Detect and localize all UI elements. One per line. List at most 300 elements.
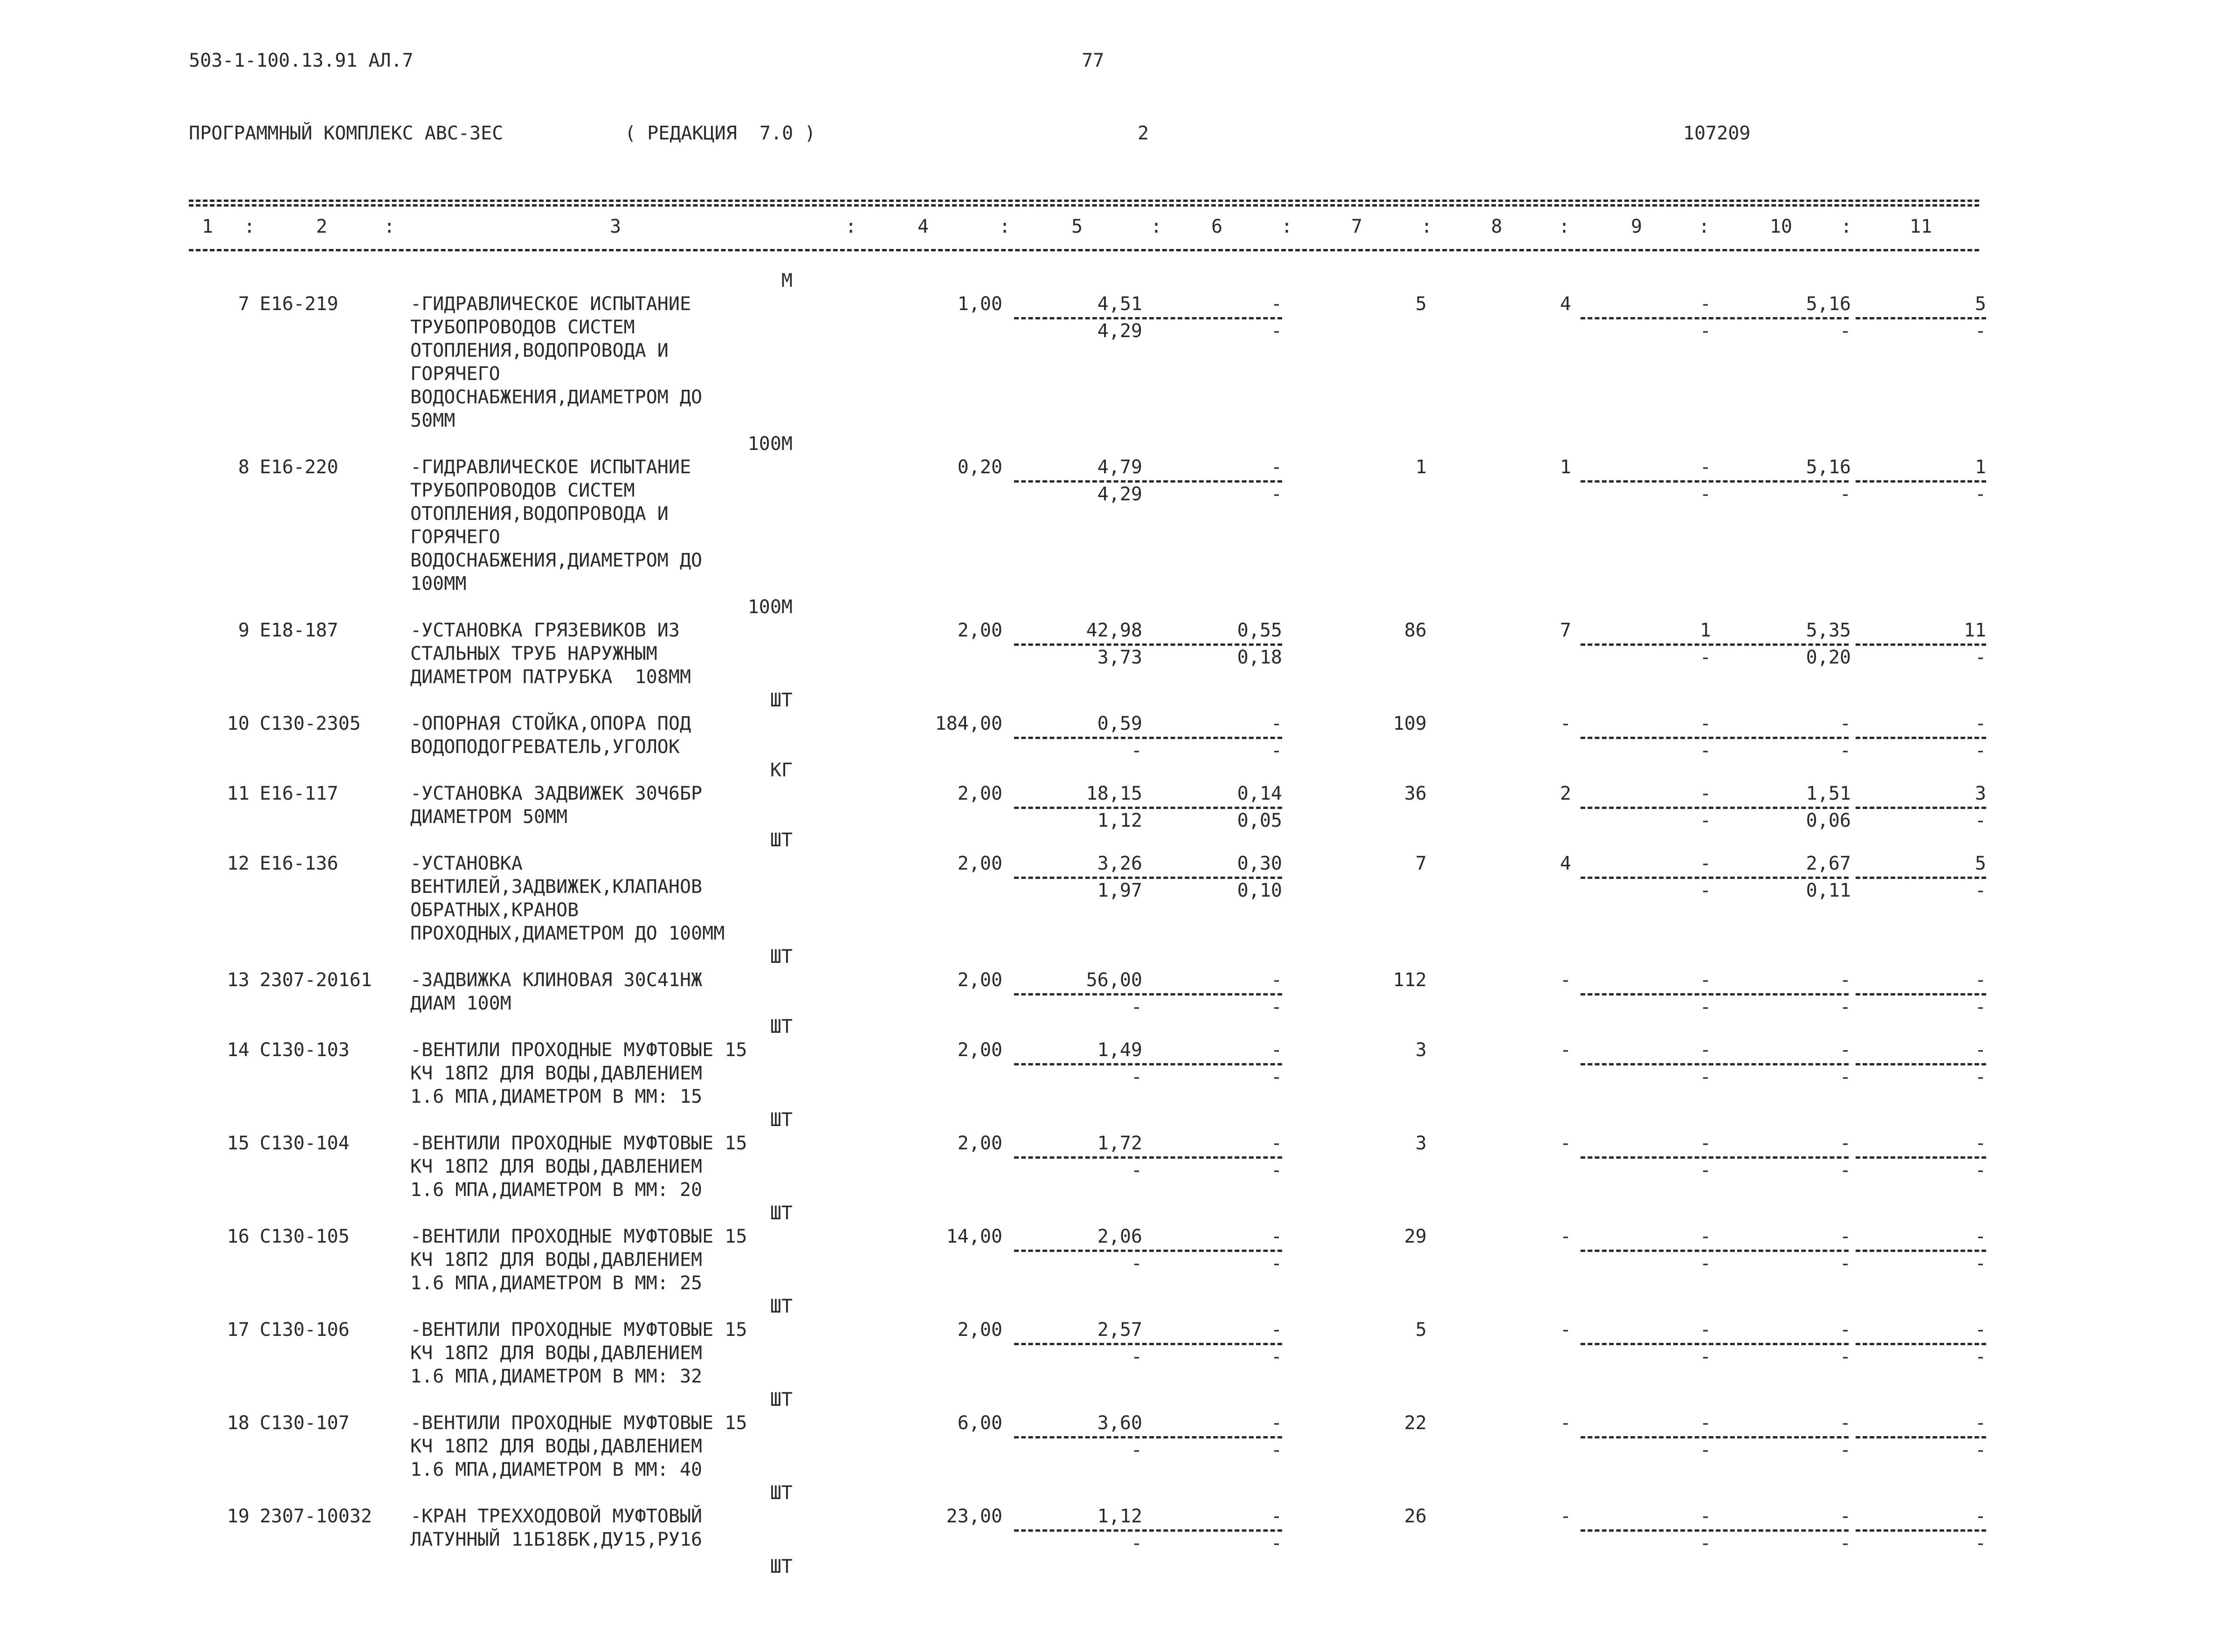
work-description: -ЗАДВИЖКА КЛИНОВАЯ 30С41НЖ: [410, 969, 703, 991]
work-description: ТРУБОПРОВОДОВ СИСТЕМ: [410, 317, 635, 338]
value-c9: 1: [1699, 620, 1711, 641]
value-underline: [1014, 1156, 1154, 1159]
work-description: ВОДОПОДОГРЕВАТЕЛЬ,УГОЛОК: [410, 736, 680, 758]
row-number: 16: [227, 1226, 249, 1247]
column-header-2: 2: [316, 216, 328, 237]
value-underline: [1581, 807, 1706, 809]
value-c11b: -: [1975, 1160, 1986, 1181]
value-c7: 36: [1404, 783, 1427, 804]
value-c10b: -: [1839, 1066, 1851, 1088]
work-description: 1.6 МПА,ДИАМЕТРОМ В ММ: 15: [410, 1086, 703, 1107]
work-description: ДИАМЕТРОМ ПАТРУБКА 108ММ: [410, 666, 691, 688]
value-underline: [1709, 643, 1849, 646]
value-c6: 0,30: [1237, 853, 1282, 874]
value-c4: 0,20: [957, 456, 1002, 478]
row-number: 15: [227, 1133, 249, 1154]
resource-code: 2307-10032: [260, 1506, 372, 1527]
value-underline: [1156, 1436, 1282, 1438]
value-underline: [1581, 1063, 1706, 1065]
value-c11b: -: [1975, 1253, 1986, 1274]
value-c5b: -: [1131, 996, 1142, 1018]
value-underline: [1709, 1063, 1849, 1065]
value-c6: -: [1270, 1506, 1282, 1527]
value-c11: -: [1975, 1412, 1986, 1434]
value-c5: 1,72: [1097, 1133, 1142, 1154]
value-c11b: -: [1975, 740, 1986, 761]
value-c11b: -: [1975, 1533, 1986, 1554]
value-c11: -: [1975, 1039, 1986, 1061]
value-c10: -: [1839, 1412, 1851, 1434]
value-c4: 184,00: [935, 713, 1002, 734]
work-description: ВЕНТИЛЕЙ,ЗАДВИЖЕК,КЛАПАНОВ: [410, 876, 703, 898]
value-c5: 3,60: [1097, 1412, 1142, 1434]
value-underline: [1709, 737, 1849, 739]
resource-code: Е16-219: [260, 293, 338, 315]
value-c4: 2,00: [957, 1319, 1002, 1341]
work-description: СТАЛЬНЫХ ТРУБ НАРУЖНЫМ: [410, 643, 657, 664]
value-underline: [1709, 1529, 1849, 1532]
value-underline: [1709, 1250, 1849, 1252]
value-c6b: -: [1270, 1160, 1282, 1181]
value-c11: 5: [1975, 853, 1986, 874]
value-underline: [1856, 1436, 1986, 1438]
work-description: -УСТАНОВКА ЗАДВИЖЕК 30Ч6БР: [410, 783, 703, 804]
resource-code: Е18-187: [260, 620, 338, 641]
value-underline: [1014, 877, 1154, 879]
value-c9: -: [1699, 1319, 1711, 1341]
value-underline: [1014, 1529, 1154, 1532]
value-underline: [1156, 1156, 1282, 1159]
value-underline: [1581, 1250, 1706, 1252]
unit-label: ШТ: [770, 1556, 793, 1577]
value-c10b: -: [1839, 1346, 1851, 1368]
work-description: 100ММ: [410, 573, 467, 594]
value-underline: [1156, 807, 1282, 809]
value-underline: [1156, 480, 1282, 483]
work-description: КЧ 18П2 ДЛЯ ВОДЫ,ДАВЛЕНИЕМ: [410, 1436, 703, 1457]
resource-code: С130-2305: [260, 713, 361, 734]
work-description: 1.6 МПА,ДИАМЕТРОМ В ММ: 40: [410, 1459, 703, 1480]
value-underline: [1856, 807, 1986, 809]
resource-code: С130-103: [260, 1039, 350, 1061]
value-c5b: -: [1131, 1066, 1142, 1088]
value-c10: 1,51: [1806, 783, 1851, 804]
value-c11b: -: [1975, 996, 1986, 1018]
value-underline: [1856, 1343, 1986, 1345]
value-c9b: -: [1699, 484, 1711, 505]
work-description: -ГИДРАВЛИЧЕСКОЕ ИСПЫТАНИЕ: [410, 293, 691, 315]
program-title: ПРОГРАММНЫЙ КОМПЛЕКС АВС-3ЕС: [189, 123, 504, 144]
value-c6: -: [1270, 713, 1282, 734]
unit-label: ШТ: [770, 1296, 793, 1317]
value-c5b: -: [1131, 1253, 1142, 1274]
column-separator: :: [1840, 216, 1852, 237]
column-separator: :: [243, 216, 255, 237]
value-underline: [1856, 317, 1986, 319]
resource-code: 2307-20161: [260, 969, 372, 991]
value-c5: 0,59: [1097, 713, 1142, 734]
value-c5: 42,98: [1086, 620, 1142, 641]
row-number: 18: [227, 1412, 249, 1434]
column-header-6: 6: [1211, 216, 1223, 237]
value-c11b: -: [1975, 484, 1986, 505]
value-c9: -: [1699, 1226, 1711, 1247]
column-separator: :: [1281, 216, 1293, 237]
value-c8: 1: [1560, 456, 1571, 478]
work-description: ОБРАТНЫХ,КРАНОВ: [410, 899, 579, 921]
unit-label: КГ: [770, 760, 793, 781]
unit-label: 100М: [747, 433, 793, 455]
value-c6b: -: [1270, 484, 1282, 505]
row-number: 12: [227, 853, 249, 874]
value-c9: -: [1699, 1039, 1711, 1061]
value-underline: [1014, 480, 1154, 483]
value-c9: -: [1699, 783, 1711, 804]
work-description: КЧ 18П2 ДЛЯ ВОДЫ,ДАВЛЕНИЕМ: [410, 1063, 703, 1084]
work-description: -УСТАНОВКА: [410, 853, 523, 874]
column-header-9: 9: [1630, 216, 1643, 237]
value-c11: -: [1975, 1506, 1986, 1527]
work-description: -ГИДРАВЛИЧЕСКОЕ ИСПЫТАНИЕ: [410, 456, 691, 478]
unit-label: ШТ: [770, 829, 793, 851]
work-description: ГОРЯЧЕГО: [410, 363, 500, 385]
value-c10b: 0,06: [1806, 810, 1851, 831]
work-description: -ВЕНТИЛИ ПРОХОДНЫЕ МУФТОВЫЕ 15: [410, 1039, 747, 1061]
value-c4: 2,00: [957, 620, 1002, 641]
unit-label: ШТ: [770, 690, 793, 711]
value-c6b: 0,18: [1237, 647, 1282, 668]
value-c5: 1,49: [1097, 1039, 1142, 1061]
value-underline: [1856, 1156, 1986, 1159]
value-underline: [1581, 317, 1706, 319]
value-c4: 1,00: [957, 293, 1002, 315]
value-c9b: -: [1699, 996, 1711, 1018]
work-description: ДИАМ 100М: [410, 993, 511, 1014]
work-description: ОТОПЛЕНИЯ,ВОДОПРОВОДА И: [410, 503, 669, 525]
value-c5: 1,12: [1097, 1506, 1142, 1527]
value-underline: [1014, 807, 1154, 809]
value-underline: [1014, 737, 1154, 739]
column-separator: :: [999, 216, 1011, 237]
row-number: 10: [227, 713, 249, 734]
column-header-4: 4: [917, 216, 929, 237]
value-underline: [1156, 877, 1282, 879]
value-c8: 4: [1560, 853, 1571, 874]
value-c6b: -: [1270, 740, 1282, 761]
work-description: ЛАТУННЫЙ 11Б18БК,ДУ15,РУ16: [410, 1529, 703, 1550]
value-underline: [1856, 1063, 1986, 1065]
value-c6b: -: [1270, 1066, 1282, 1088]
value-c4: 23,00: [946, 1506, 1002, 1527]
value-c8: -: [1560, 713, 1571, 734]
value-c9: -: [1699, 969, 1711, 991]
value-c5: 18,15: [1086, 783, 1142, 804]
value-underline: [1581, 1436, 1706, 1438]
value-c6: -: [1270, 1226, 1282, 1247]
value-c9: -: [1699, 293, 1711, 315]
value-c11: 1: [1975, 456, 1986, 478]
column-separator: :: [1421, 216, 1433, 237]
value-c5b: 1,12: [1097, 810, 1142, 831]
column-header-1: 1: [201, 216, 214, 237]
value-c9: -: [1699, 1506, 1711, 1527]
value-c9: -: [1699, 456, 1711, 478]
value-c7: 3: [1415, 1133, 1427, 1154]
column-header-7: 7: [1351, 216, 1363, 237]
resource-code: Е16-220: [260, 456, 338, 478]
value-underline: [1581, 643, 1706, 646]
work-description: ОТОПЛЕНИЯ,ВОДОПРОВОДА И: [410, 340, 669, 361]
unit-label: 100М: [747, 596, 793, 618]
value-c6: -: [1270, 1133, 1282, 1154]
work-description: КЧ 18П2 ДЛЯ ВОДЫ,ДАВЛЕНИЕМ: [410, 1342, 703, 1364]
value-c4: 2,00: [957, 853, 1002, 874]
value-c5: 4,51: [1097, 293, 1142, 315]
value-c6b: -: [1270, 996, 1282, 1018]
row-number: 14: [227, 1039, 249, 1061]
value-c5: 56,00: [1086, 969, 1142, 991]
value-c10: -: [1839, 1319, 1851, 1341]
column-header-3: 3: [609, 216, 621, 237]
value-underline: [1014, 1343, 1154, 1345]
value-c5b: 1,97: [1097, 880, 1142, 901]
resource-code: С130-107: [260, 1412, 350, 1434]
work-description: ТРУБОПРОВОДОВ СИСТЕМ: [410, 480, 635, 501]
column-header-11: 11: [1909, 216, 1933, 237]
value-underline: [1709, 1156, 1849, 1159]
value-underline: [1014, 1250, 1154, 1252]
value-c10b: -: [1839, 1439, 1851, 1461]
value-c9: -: [1699, 853, 1711, 874]
value-c10: -: [1839, 1039, 1851, 1061]
value-c8: -: [1560, 1319, 1571, 1341]
value-c11: -: [1975, 1133, 1986, 1154]
row-number: 11: [227, 783, 249, 804]
value-c11: 11: [1963, 620, 1986, 641]
value-c4: 2,00: [957, 1039, 1002, 1061]
column-header-10: 10: [1769, 216, 1793, 237]
value-c4: 2,00: [957, 1133, 1002, 1154]
value-c8: -: [1560, 1133, 1571, 1154]
value-c9b: -: [1699, 810, 1711, 831]
value-c11b: -: [1975, 647, 1986, 668]
value-underline: [1014, 1063, 1154, 1065]
value-c5: 4,79: [1097, 456, 1142, 478]
value-underline: [1581, 1343, 1706, 1345]
column-separator: :: [1698, 216, 1710, 237]
value-underline: [1581, 877, 1706, 879]
value-c9: -: [1699, 1133, 1711, 1154]
value-c10b: -: [1839, 1533, 1851, 1554]
row-number: 8: [238, 456, 249, 478]
unit-label: ШТ: [770, 1109, 793, 1131]
value-c9b: -: [1699, 1533, 1711, 1554]
value-c9b: -: [1699, 1253, 1711, 1274]
value-c10b: -: [1839, 1253, 1851, 1274]
unit-label: ШТ: [770, 1016, 793, 1037]
row-number: 13: [227, 969, 249, 991]
value-c11: 5: [1975, 293, 1986, 315]
value-c9b: -: [1699, 1160, 1711, 1181]
work-description: ПРОХОДНЫХ,ДИАМЕТРОМ ДО 100ММ: [410, 923, 725, 944]
value-underline: [1581, 737, 1706, 739]
work-description: ГОРЯЧЕГО: [410, 526, 500, 548]
value-c6: -: [1270, 293, 1282, 315]
value-c8: 7: [1560, 620, 1571, 641]
work-description: ДИАМЕТРОМ 50ММ: [410, 806, 568, 828]
work-description: -ВЕНТИЛИ ПРОХОДНЫЕ МУФТОВЫЕ 15: [410, 1226, 747, 1247]
value-c9b: -: [1699, 647, 1711, 668]
value-c4: 2,00: [957, 969, 1002, 991]
value-c10b: -: [1839, 996, 1851, 1018]
column-separator: :: [383, 216, 395, 237]
value-c7: 3: [1415, 1039, 1427, 1061]
resource-code: С130-104: [260, 1133, 350, 1154]
work-description: КЧ 18П2 ДЛЯ ВОДЫ,ДАВЛЕНИЕМ: [410, 1156, 703, 1177]
value-underline: [1581, 993, 1706, 995]
value-c9: -: [1699, 1412, 1711, 1434]
value-c6: 0,14: [1237, 783, 1282, 804]
work-description: 1.6 МПА,ДИАМЕТРОМ В ММ: 32: [410, 1366, 703, 1387]
work-description: -КРАН ТРЕХХОДОВОЙ МУФТОВЫЙ: [410, 1506, 703, 1527]
value-c5b: 4,29: [1097, 320, 1142, 342]
value-c11b: -: [1975, 810, 1986, 831]
value-underline: [1856, 877, 1986, 879]
unit-label: ШТ: [770, 1203, 793, 1224]
header-top-rule-2: [189, 204, 1979, 207]
value-c10: 5,16: [1806, 293, 1851, 315]
value-c9b: -: [1699, 320, 1711, 342]
value-c10: -: [1839, 969, 1851, 991]
edition-label: ( РЕДАКЦИЯ 7.0 ): [625, 123, 816, 144]
doc-reference: 503-1-100.13.91 АЛ.7: [189, 50, 414, 71]
value-c8: -: [1560, 1412, 1571, 1434]
value-underline: [1014, 643, 1154, 646]
column-header-8: 8: [1491, 216, 1503, 237]
value-c11b: -: [1975, 880, 1986, 901]
value-c10: 5,35: [1806, 620, 1851, 641]
column-separator: :: [1558, 216, 1570, 237]
value-c6b: -: [1270, 1346, 1282, 1368]
value-underline: [1856, 1529, 1986, 1532]
value-c6b: -: [1270, 320, 1282, 342]
value-underline: [1581, 480, 1706, 483]
value-c6: -: [1270, 1412, 1282, 1434]
value-c6: -: [1270, 1039, 1282, 1061]
value-underline: [1014, 317, 1154, 319]
unit-label: ШТ: [770, 1482, 793, 1504]
value-underline: [1156, 1529, 1282, 1532]
value-c6b: -: [1270, 1253, 1282, 1274]
value-c7: 109: [1393, 713, 1427, 734]
resource-code: Е16-117: [260, 783, 338, 804]
value-c11b: -: [1975, 320, 1986, 342]
value-c6b: 0,10: [1237, 880, 1282, 901]
value-underline: [1856, 737, 1986, 739]
value-c5b: -: [1131, 1439, 1142, 1461]
value-underline: [1709, 1436, 1849, 1438]
row-number: 7: [238, 293, 249, 315]
column-separator: :: [845, 216, 857, 237]
work-description: 50ММ: [410, 410, 456, 431]
value-c9b: -: [1699, 880, 1711, 901]
value-c10: 5,16: [1806, 456, 1851, 478]
value-c9b: -: [1699, 740, 1711, 761]
value-c6b: 0,05: [1237, 810, 1282, 831]
value-c7: 26: [1404, 1506, 1427, 1527]
value-c5: 2,57: [1097, 1319, 1142, 1341]
value-c6: -: [1270, 1319, 1282, 1341]
value-underline: [1014, 993, 1154, 995]
value-c11: -: [1975, 1319, 1986, 1341]
value-c8: -: [1560, 1506, 1571, 1527]
value-underline: [1709, 807, 1849, 809]
value-c7: 7: [1415, 853, 1427, 874]
value-c10b: -: [1839, 320, 1851, 342]
value-c7: 5: [1415, 1319, 1427, 1341]
value-c10: -: [1839, 1506, 1851, 1527]
value-c8: 4: [1560, 293, 1571, 315]
value-underline: [1709, 317, 1849, 319]
value-c5b: 4,29: [1097, 484, 1142, 505]
value-c10: -: [1839, 713, 1851, 734]
value-c8: 2: [1560, 783, 1571, 804]
value-underline: [1014, 1436, 1154, 1438]
value-c9b: -: [1699, 1346, 1711, 1368]
work-description: КЧ 18П2 ДЛЯ ВОДЫ,ДАВЛЕНИЕМ: [410, 1249, 703, 1271]
value-underline: [1856, 1250, 1986, 1252]
column-separator: :: [1150, 216, 1162, 237]
value-c10b: 0,11: [1806, 880, 1851, 901]
value-c10: 2,67: [1806, 853, 1851, 874]
value-c11: -: [1975, 1226, 1986, 1247]
value-c10: -: [1839, 1133, 1851, 1154]
value-underline: [1709, 1343, 1849, 1345]
value-c11: -: [1975, 969, 1986, 991]
value-c9b: -: [1699, 1066, 1711, 1088]
value-c4: 6,00: [957, 1412, 1002, 1434]
resource-code: С130-106: [260, 1319, 350, 1341]
value-c10b: -: [1839, 484, 1851, 505]
value-c11b: -: [1975, 1066, 1986, 1088]
value-c5: 2,06: [1097, 1226, 1142, 1247]
work-description: ВОДОСНАБЖЕНИЯ,ДИАМЕТРОМ ДО: [410, 550, 703, 571]
value-underline: [1856, 480, 1986, 483]
row-number: 19: [227, 1506, 249, 1527]
value-c5: 3,26: [1097, 853, 1142, 874]
work-description: -УСТАНОВКА ГРЯЗЕВИКОВ ИЗ: [410, 620, 680, 641]
unit-label: ШТ: [770, 946, 793, 968]
value-c9b: -: [1699, 1439, 1711, 1461]
value-c6: 0,55: [1237, 620, 1282, 641]
value-c10b: -: [1839, 1160, 1851, 1181]
value-c6b: -: [1270, 1439, 1282, 1461]
value-c8: -: [1560, 969, 1571, 991]
unit-label: ШТ: [770, 1389, 793, 1410]
value-underline: [1709, 877, 1849, 879]
value-c6: -: [1270, 969, 1282, 991]
value-c4: 14,00: [946, 1226, 1002, 1247]
value-c11: 3: [1975, 783, 1986, 804]
value-underline: [1156, 317, 1282, 319]
value-underline: [1156, 1250, 1282, 1252]
value-c9: -: [1699, 713, 1711, 734]
value-underline: [1709, 480, 1849, 483]
value-c5b: -: [1131, 1533, 1142, 1554]
resource-code: С130-105: [260, 1226, 350, 1247]
value-c10b: 0,20: [1806, 647, 1851, 668]
document-code: 107209: [1683, 123, 1751, 144]
